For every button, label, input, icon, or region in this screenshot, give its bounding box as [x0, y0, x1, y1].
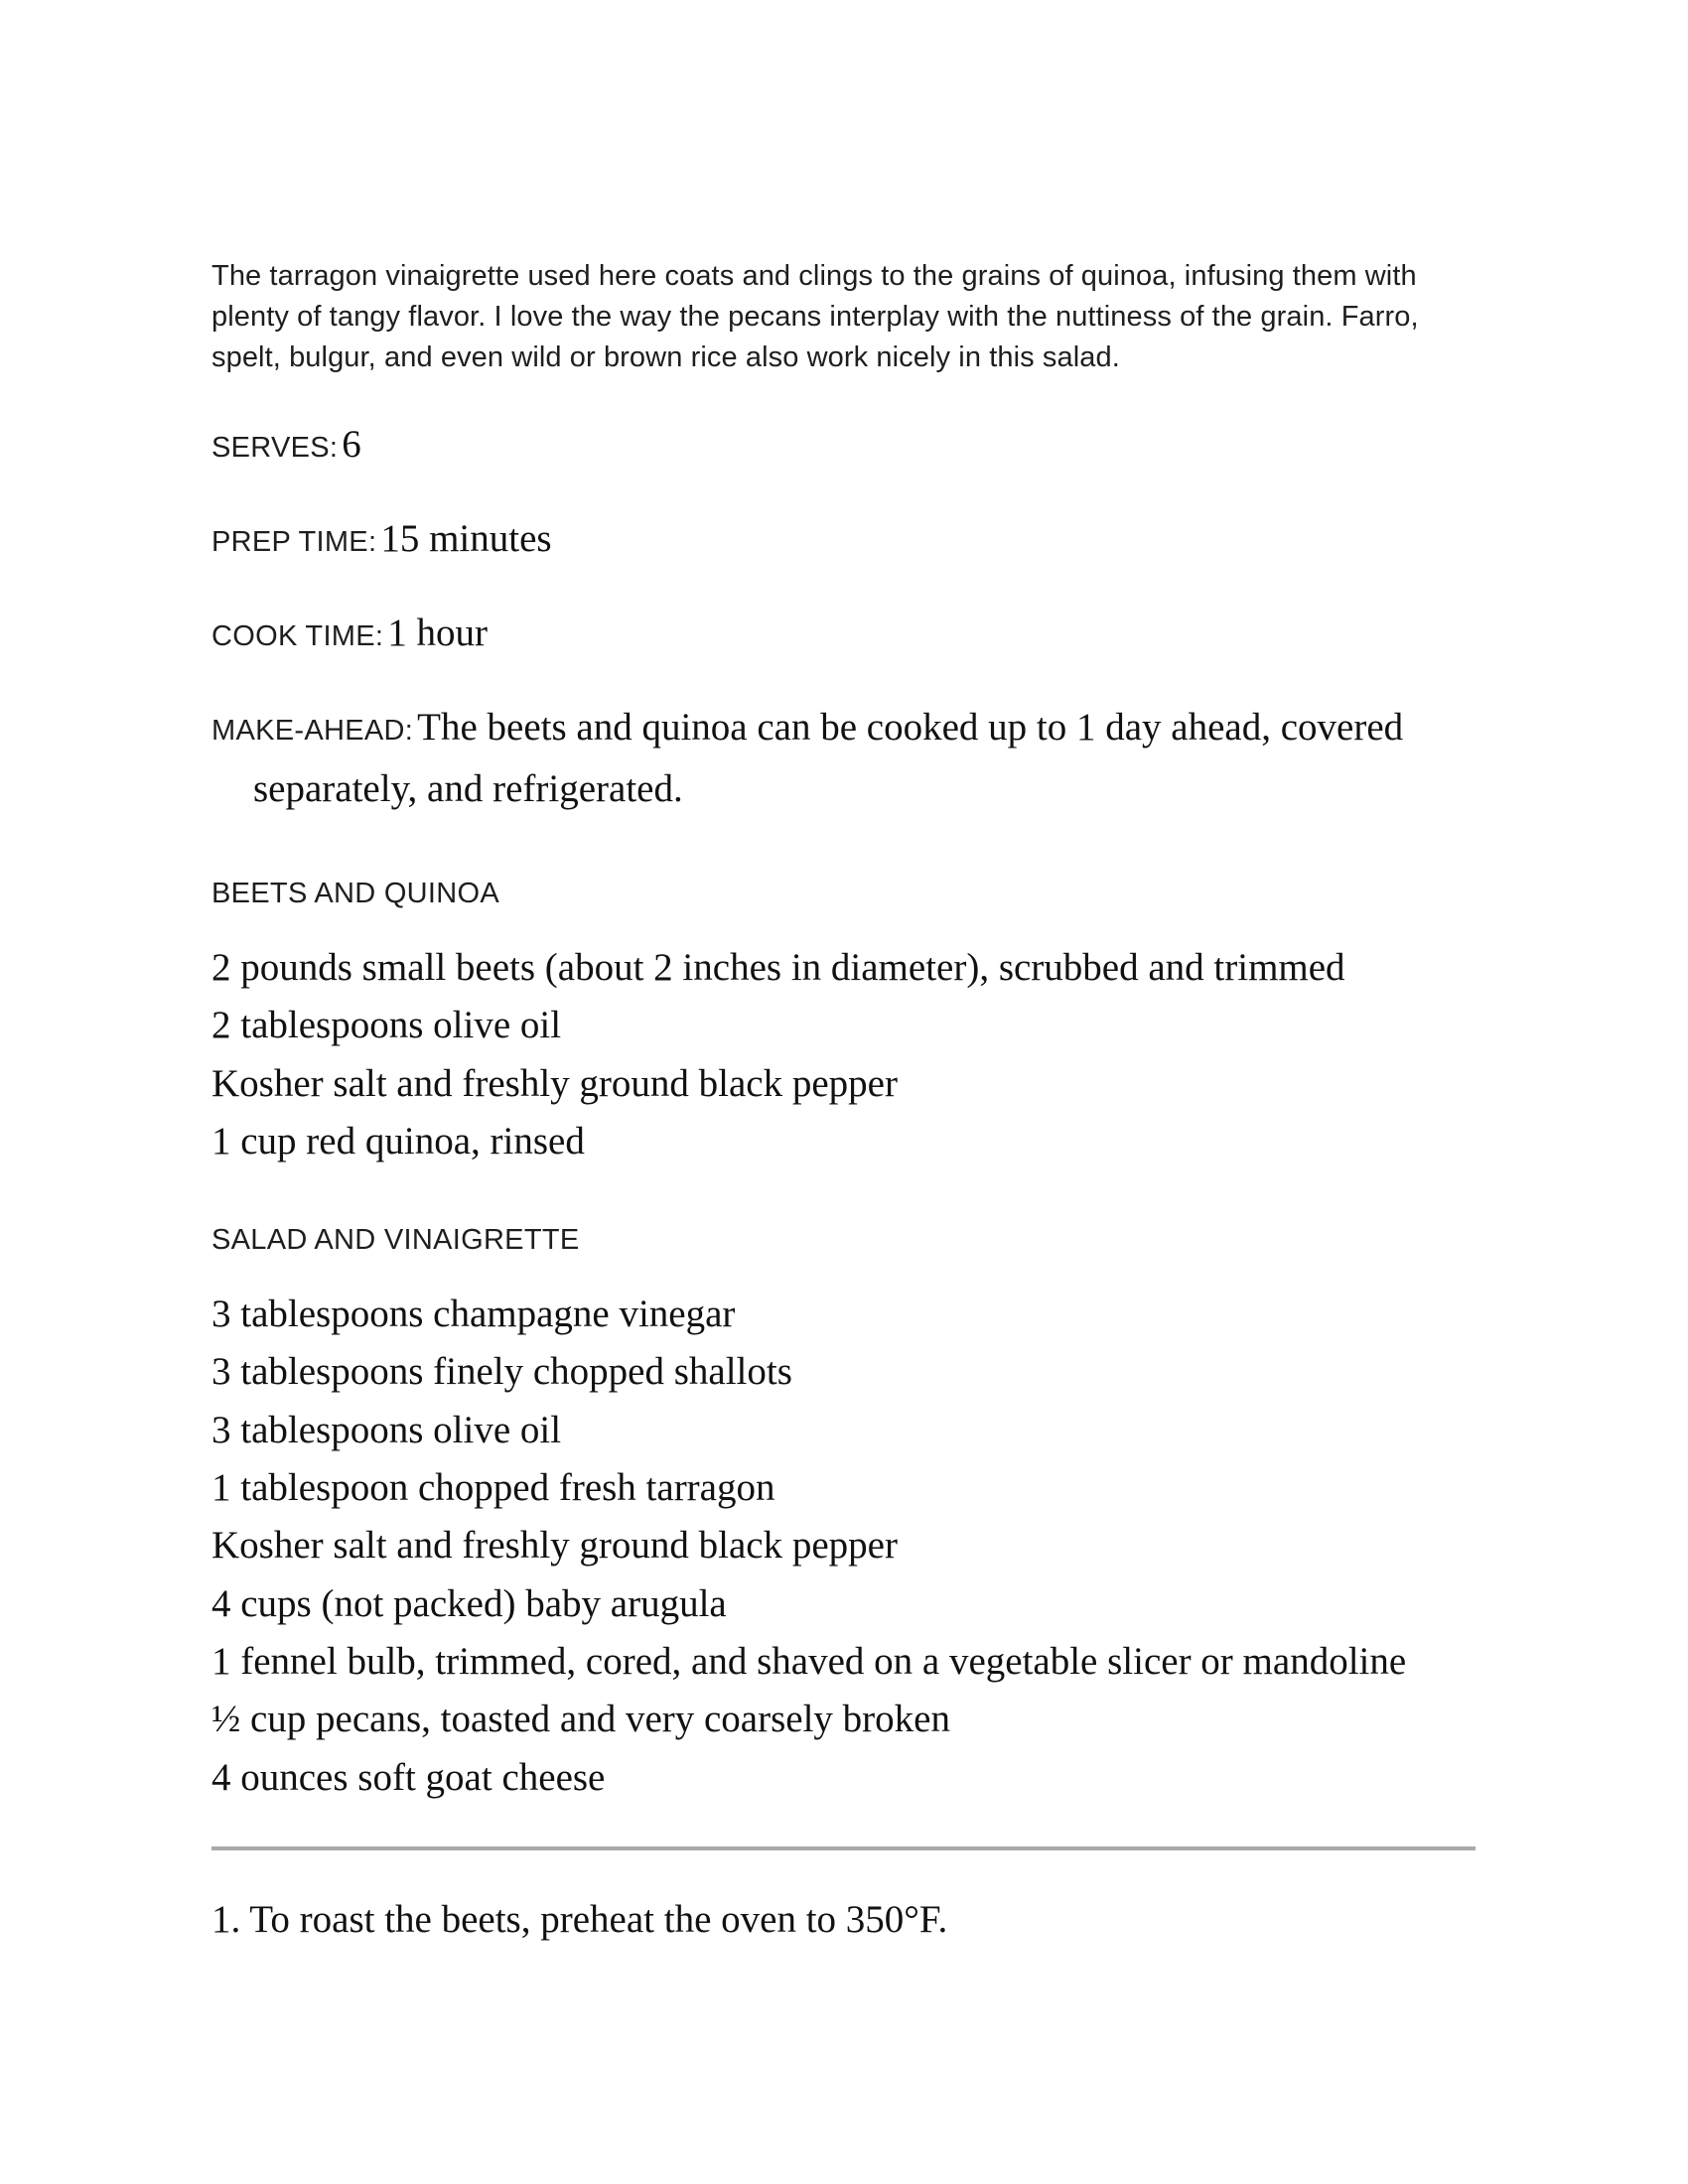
section-divider: [211, 1846, 1476, 1850]
ingredient-item: ½ cup pecans, toasted and very coarsely broken: [211, 1698, 950, 1741]
ingredient-item: 1 cup red quinoa, rinsed: [211, 1119, 585, 1162]
cook-time-row: [211, 607, 1477, 668]
ingredient-list: [211, 939, 1477, 1170]
section-heading: BEETS AND QUINOA: [211, 878, 500, 909]
recipe-intro: The tarragon vinaigrette used here coats and clings to the grains of quinoa, infusing them with plenty of tangy flavor. I love the way the pecans interplay with the nuttiness of the grain. Farro, spelt, bulgur, and even wild or brown rice also work nicely in this salad.: [211, 260, 1419, 373]
ingredient-item: 3 tablespoons olive oil: [211, 1408, 562, 1451]
ingredient-item: 3 tablespoons champagne vinegar: [211, 1293, 736, 1336]
make-ahead-value: The beets and quinoa can be cooked up to 1 day ahead, covered separately, and refrigerated.: [253, 706, 1404, 810]
ingredient-item: 2 tablespoons olive oil: [211, 1004, 562, 1047]
prep-time-row: [211, 512, 1477, 574]
serves-label: SERVES:: [211, 432, 339, 464]
ingredient-item: 3 tablespoons finely chopped shallots: [211, 1350, 792, 1394]
ingredient-item: 4 ounces soft goat cheese: [211, 1755, 606, 1799]
recipe-page: [211, 256, 1477, 1948]
ingredient-item: Kosher salt and freshly ground black pepper: [211, 1061, 898, 1105]
make-ahead-row: [211, 701, 1477, 824]
ingredient-item: 2 pounds small beets (about 2 inches in diameter), scrubbed and trimmed: [211, 946, 1345, 989]
serves-row: [211, 418, 1477, 479]
make-ahead-label: MAKE-AHEAD:: [211, 715, 414, 747]
ingredients-section-beets-quinoa: [211, 874, 1477, 1170]
cook-time-label: COOK TIME:: [211, 620, 384, 652]
section-heading: SALAD AND VINAIGRETTE: [211, 1224, 580, 1257]
cook-time-value: 1 hour: [387, 612, 489, 654]
serves-value: 6: [342, 423, 361, 466]
method-step: 1. To roast the beets, preheat the oven to 350°F.: [211, 1897, 948, 1941]
ingredients-section-salad-vinaigrette: [211, 1220, 1477, 1807]
method-steps: [211, 1892, 1477, 1948]
prep-time-label: PREP TIME:: [211, 526, 377, 558]
ingredient-item: Kosher salt and freshly ground black pepper: [211, 1524, 898, 1568]
prep-time-value: 15 minutes: [380, 517, 552, 560]
ingredient-item: 1 fennel bulb, trimmed, cored, and shaved on a vegetable slicer or mandoline: [211, 1639, 1407, 1683]
recipe-meta: [211, 418, 1477, 824]
ingredient-item: 4 cups (not packed) baby arugula: [211, 1581, 727, 1625]
ingredient-item: 1 tablespoon chopped fresh tarragon: [211, 1466, 775, 1510]
ingredient-list: [211, 1286, 1477, 1807]
